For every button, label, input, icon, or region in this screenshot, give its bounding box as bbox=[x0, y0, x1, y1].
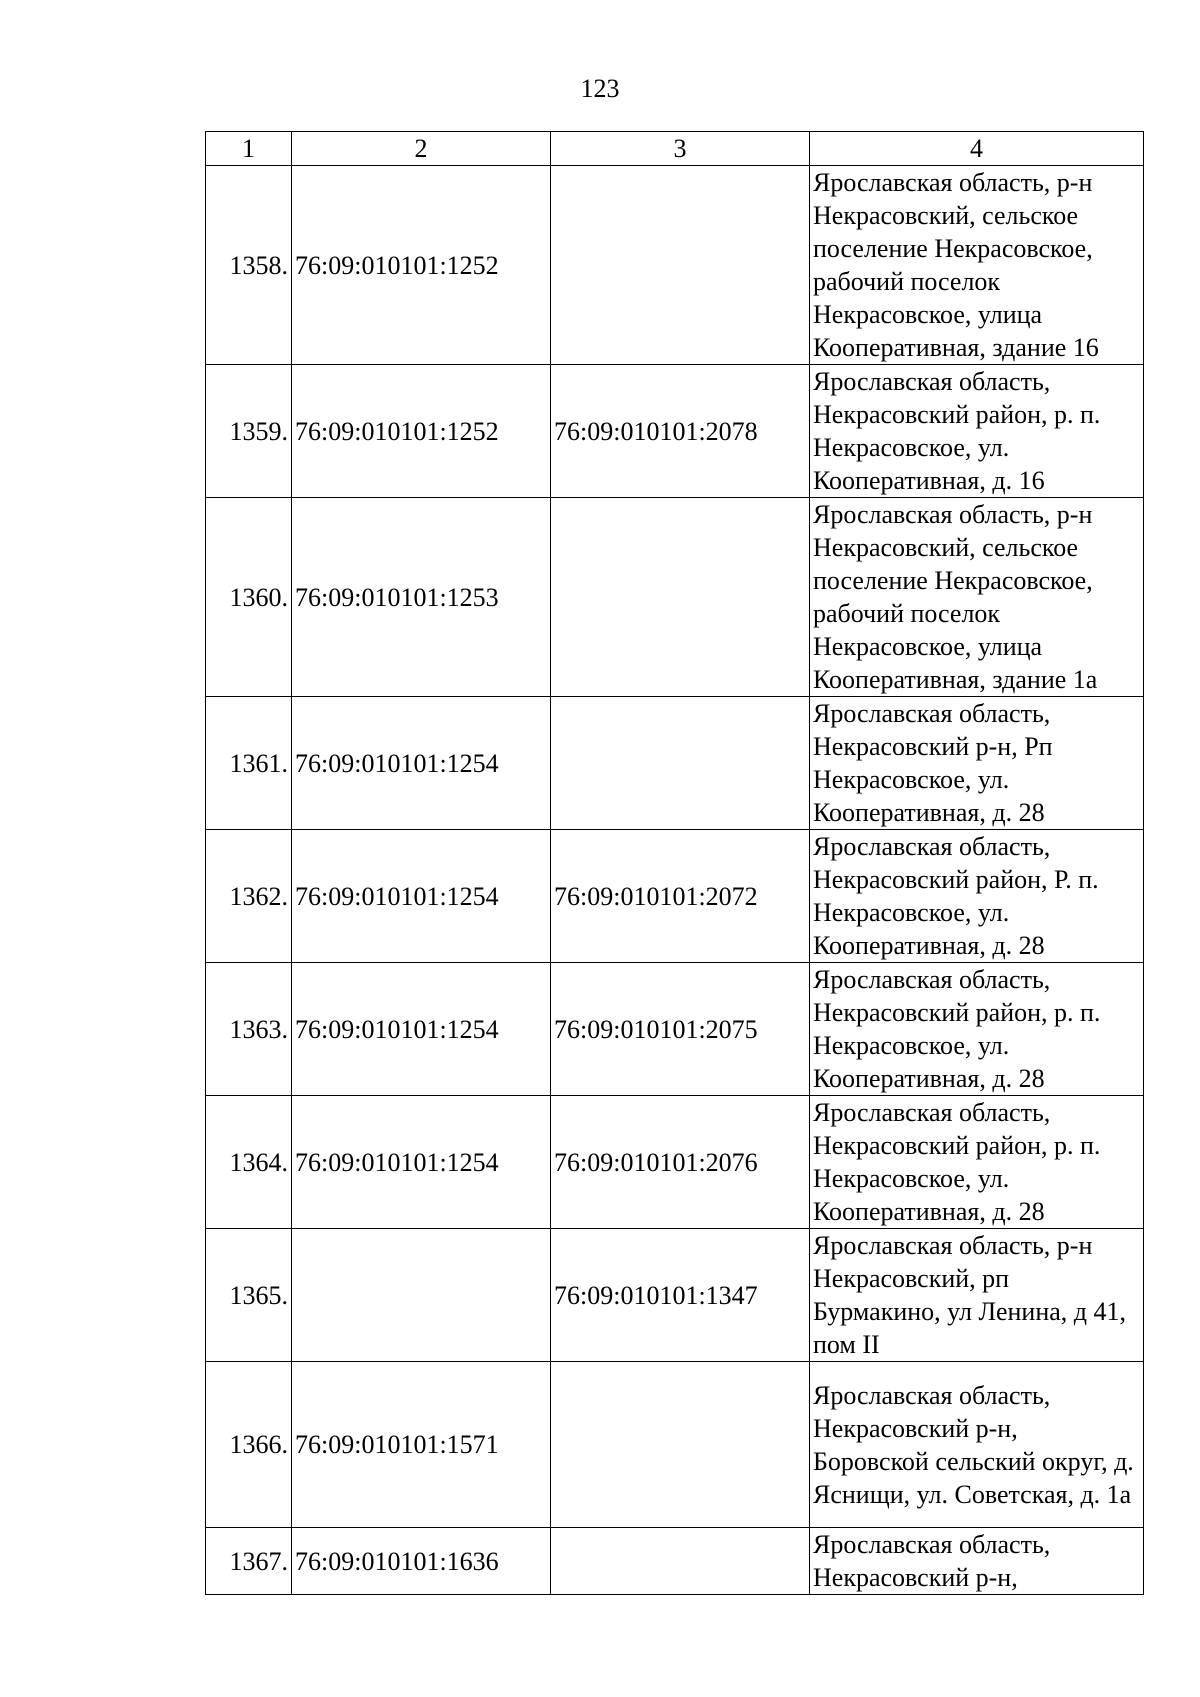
row-number: 1365. bbox=[206, 1229, 292, 1362]
cadastral-number-2: 76:09:010101:2075 bbox=[551, 963, 810, 1096]
address: Ярославская область, Некрасовский район, р. п. Некрасовское, ул. Кооперативная, д. 28 bbox=[810, 963, 1144, 1096]
cadastral-number-2 bbox=[551, 166, 810, 365]
table-row bbox=[206, 830, 1144, 963]
row-number: 1367. bbox=[206, 1528, 292, 1595]
cadastral-number-1: 76:09:010101:1252 bbox=[292, 365, 551, 498]
address: Ярославская область, Некрасовский район, р. п. Некрасовское, ул. Кооперативная, д. 16 bbox=[810, 365, 1144, 498]
table-row bbox=[206, 365, 1144, 498]
cadastral-number-2 bbox=[551, 498, 810, 697]
cadastral-number-1: 76:09:010101:1571 bbox=[292, 1362, 551, 1528]
cadastral-number-1: 76:09:010101:1254 bbox=[292, 1096, 551, 1229]
cadastral-number-2: 76:09:010101:2078 bbox=[551, 365, 810, 498]
address: Ярославская область, Некрасовский район, р. п. Некрасовское, ул. Кооперативная, д. 28 bbox=[810, 1096, 1144, 1229]
cadastral-number-1: 76:09:010101:1252 bbox=[292, 166, 551, 365]
address: Ярославская область, р-н Некрасовский, сельское поселение Некрасовское, рабочий поселок Некрасовское, улица Кооперативная, здание 1а bbox=[810, 498, 1144, 697]
row-number: 1358. bbox=[206, 166, 292, 365]
row-number: 1359. bbox=[206, 365, 292, 498]
row-number: 1362. bbox=[206, 830, 292, 963]
cadastral-number-2 bbox=[551, 1528, 810, 1595]
table-row bbox=[206, 1096, 1144, 1229]
header-cell-4: 4 bbox=[810, 132, 1144, 166]
cadastral-number-2 bbox=[551, 1362, 810, 1528]
cadastral-number-2: 76:09:010101:1347 bbox=[551, 1229, 810, 1362]
cadastral-number-2: 76:09:010101:2072 bbox=[551, 830, 810, 963]
cadastral-number-2: 76:09:010101:2076 bbox=[551, 1096, 810, 1229]
address: Ярославская область, р-н Некрасовский, сельское поселение Некрасовское, рабочий поселок Некрасовское, улица Кооперативная, здание 16 bbox=[810, 166, 1144, 365]
address: Ярославская область, р-н Некрасовский, рп Бурмакино, ул Ленина, д 41, пом II bbox=[810, 1229, 1144, 1362]
row-number: 1360. bbox=[206, 498, 292, 697]
page-number: 123 bbox=[580, 74, 620, 103]
cadastral-number-1: 76:09:010101:1636 bbox=[292, 1528, 551, 1595]
cadastral-number-1 bbox=[292, 1229, 551, 1362]
table-row bbox=[206, 1528, 1144, 1595]
header-cell-2: 2 bbox=[292, 132, 551, 166]
row-number: 1366. bbox=[206, 1362, 292, 1528]
address: Ярославская область, Некрасовский р-н, bbox=[810, 1528, 1144, 1595]
table-header-row bbox=[206, 132, 1144, 166]
table-row bbox=[206, 697, 1144, 830]
cadastral-number-2 bbox=[551, 697, 810, 830]
table-row bbox=[206, 963, 1144, 1096]
row-number: 1361. bbox=[206, 697, 292, 830]
table-row bbox=[206, 1229, 1144, 1362]
address: Ярославская область, Некрасовский р-н, Рп Некрасовское, ул. Кооперативная, д. 28 bbox=[810, 697, 1144, 830]
row-number: 1363. bbox=[206, 963, 292, 1096]
cadastral-number-1: 76:09:010101:1254 bbox=[292, 830, 551, 963]
header-cell-3: 3 bbox=[551, 132, 810, 166]
cadastral-number-1: 76:09:010101:1253 bbox=[292, 498, 551, 697]
header-cell-1: 1 bbox=[206, 132, 292, 166]
address: Ярославская область, Некрасовский район, Р. п. Некрасовское, ул. Кооперативная, д. 28 bbox=[810, 830, 1144, 963]
cadastral-number-1: 76:09:010101:1254 bbox=[292, 697, 551, 830]
table-row bbox=[206, 1362, 1144, 1528]
cadastral-number-1: 76:09:010101:1254 bbox=[292, 963, 551, 1096]
table-row bbox=[206, 498, 1144, 697]
address: Ярославская область, Некрасовский р-н, Боровской сельский округ, д. Яснищи, ул. Советская, д. 1а bbox=[810, 1362, 1144, 1528]
row-number: 1364. bbox=[206, 1096, 292, 1229]
table-row bbox=[206, 166, 1144, 365]
cadastral-registry-table bbox=[205, 131, 1144, 1595]
